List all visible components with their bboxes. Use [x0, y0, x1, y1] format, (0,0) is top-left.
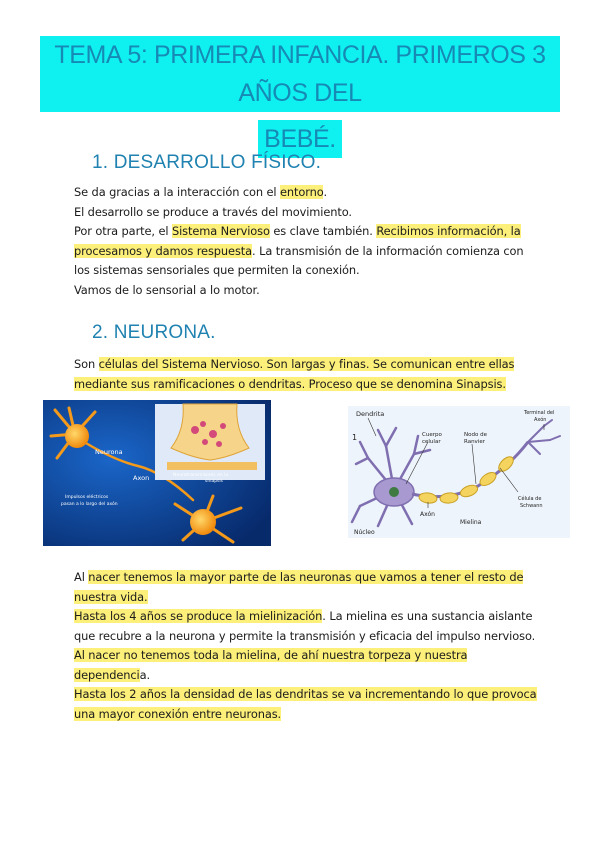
- neuron-diagram-image: [348, 406, 570, 538]
- label-number: 1: [352, 433, 358, 442]
- label-mielina: Mielina: [460, 519, 482, 526]
- neuron-diagram: [348, 406, 570, 538]
- highlight-span: nuestra vida.: [74, 589, 148, 604]
- text-line: [74, 568, 554, 588]
- title-line-1: TEMA 5: PRIMERA INFANCIA. PRIMEROS 3 AÑOS DEL: [40, 36, 560, 112]
- label-cuerpo-1: Cuerpo: [422, 432, 442, 438]
- text-span: .: [323, 185, 327, 199]
- label-nodo-1: Nodo de: [464, 432, 487, 438]
- text-line: [74, 685, 554, 705]
- text-span: Al: [74, 570, 89, 584]
- label-celula-2: Schwann: [520, 503, 543, 509]
- text-span: es clave también.: [269, 224, 377, 238]
- text-line: [74, 375, 554, 395]
- highlight-span: Al nacer no tenemos toda la mielina, de ahí nuestra torpeza y nuestra: [74, 648, 468, 662]
- label-cuerpo-2: celular: [422, 439, 441, 445]
- section-heading-neurona: 2. NEURONA.: [92, 322, 216, 343]
- neuron-synapse-illustration: [43, 400, 271, 546]
- highlight-span: procesamos y damos respuesta: [74, 243, 253, 258]
- label-celula-1: Célula de: [518, 496, 542, 502]
- text-line: los sistemas sensoriales que permiten la conexión.: [74, 263, 360, 277]
- highlight-span: Hasta los 4 años se produce la mielinización: [74, 609, 323, 623]
- highlight-span: Sistema Nervioso: [171, 224, 270, 238]
- highlight-span: entorno: [280, 185, 324, 199]
- document-title: [40, 36, 560, 158]
- text-line: [74, 183, 554, 203]
- highlight-span: una mayor conexión entre neuronas.: [74, 706, 282, 721]
- highlight-span: dependenci: [74, 667, 140, 682]
- label-terminal-2: Axón: [534, 417, 547, 423]
- text-line: El desarrollo se produce a través del movimiento.: [74, 204, 352, 219]
- title-line-2: BEBÉ.: [258, 120, 342, 158]
- text-line: [74, 222, 554, 242]
- section-development-notes: [74, 568, 554, 724]
- label-neuro-2: sinapsis: [205, 479, 223, 484]
- text-span: . La mielina es una sustancia aislante: [322, 609, 533, 623]
- text-line: Vamos de lo sensorial a lo motor.: [74, 282, 260, 297]
- text-span: Son: [74, 357, 99, 371]
- highlight-span: células del Sistema Nervioso. Son largas y finas. Se comunican entre ellas: [98, 357, 515, 371]
- text-line: [74, 646, 554, 666]
- text-line: [74, 355, 554, 375]
- label-axon: Axon: [133, 474, 150, 482]
- highlight-span: nacer tenemos la mayor parte de las neuronas que vamos a tener el resto de: [88, 570, 524, 584]
- label-neuro-1: Neurotransmisores en la: [173, 473, 229, 478]
- section-heading-desarrollo: 1. DESARROLLO FÍSICO.: [92, 152, 322, 173]
- text-line: [74, 588, 554, 608]
- text-span: . La transmisión de la información comienza con: [252, 243, 524, 258]
- section-neurona-text: [74, 355, 554, 394]
- label-nucleo: Núcleo: [354, 529, 375, 536]
- neuron-synapse-image: [43, 400, 271, 546]
- text-span: Se da gracias a la interacción con el: [74, 185, 280, 199]
- label-impulse-2: pasan a lo largo del axón: [61, 502, 118, 507]
- text-line: [74, 705, 554, 725]
- text-line: que recubre a la neurona y permite la transmisión y eficacia del impulso nervioso.: [74, 628, 536, 643]
- label-axon: Axón: [420, 511, 435, 518]
- text-line: [74, 607, 554, 627]
- text-span: a.: [139, 667, 150, 682]
- label-impulse-1: Impulsos eléctricos: [65, 495, 109, 500]
- label-neurona: Neurona: [95, 448, 123, 456]
- highlight-span: Recibimos información, la: [376, 224, 521, 238]
- label-nodo-2: Ranvier: [464, 439, 485, 445]
- text-line: [74, 242, 554, 262]
- label-terminal-1: Terminal del: [524, 410, 555, 416]
- text-line: [74, 666, 554, 686]
- label-dendrita: Dendrita: [356, 410, 385, 418]
- highlight-span: Hasta los 2 años la densidad de las dendritas se va incrementando lo que provoca: [74, 687, 537, 701]
- highlight-span: mediante sus ramificaciones o dendritas. Proceso que se denomina Sinapsis.: [74, 376, 506, 391]
- section-desarrollo-text: [74, 183, 554, 300]
- text-span: Por otra parte, el: [74, 224, 172, 238]
